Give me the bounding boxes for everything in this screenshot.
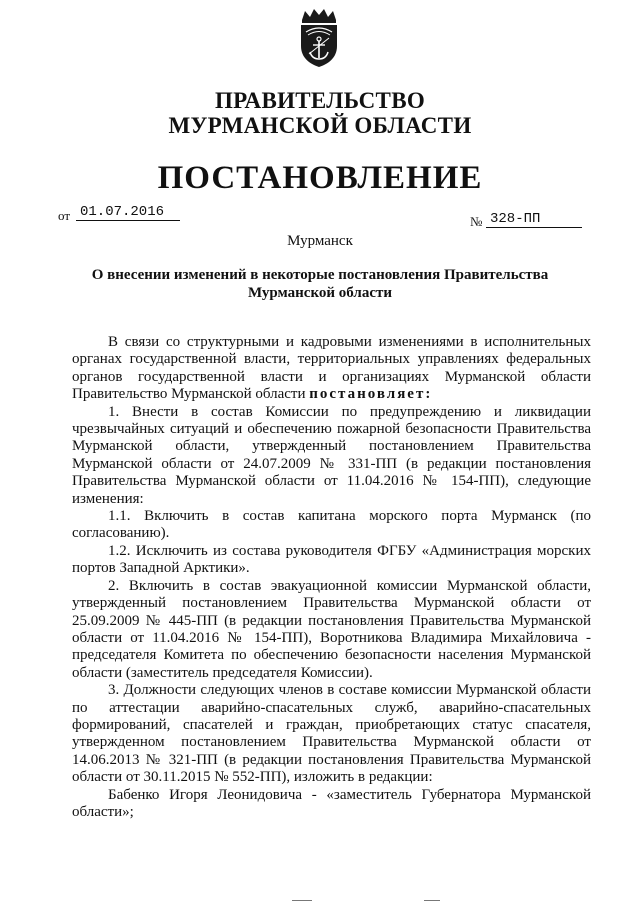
- date-label: от: [58, 208, 71, 223]
- paragraph-item-3: 3. Должности следующих членов в составе комиссии Мурманской области по аттестации аварийно-спасательных служб, аварийно-спасательных формирований, спасателей и граждан, приобретающих статус спасателя, утвержденном постановлением Правительства Мурманской области от 14.06.2013 № 321-ПП (в редакции постановления Правительства Мурманской области от 30.11.2015 № 552-ПП), изложить в редакции:: [72, 682, 591, 786]
- document-date: 01.07.2016: [76, 204, 180, 221]
- paragraph-preamble: [72, 334, 591, 404]
- subject-line2: Мурманской области: [247, 285, 393, 301]
- document-type-heading: ПОСТАНОВЛЕНИЕ: [157, 160, 483, 196]
- paragraph-item-1: 1. Внести в состав Комиссии по предупреждению и ликвидации чрезвычайных ситуаций и обеспечению пожарной безопасности Правительства Мурманской области, утвержденный постановлением Правительства Мурманской области от 24.07.2009 № 331-ПП (в редакции постановления Правительства Мурманской области от 11.04.2016 № 154-ПП), следующие изменения:: [72, 403, 591, 507]
- government-title-line2: МУРМАНСКОЙ ОБЛАСТИ: [168, 113, 472, 138]
- city-name: Мурманск: [287, 233, 353, 249]
- paragraph-item-1-1: 1.1. Включить в состав капитана морского порта Мурманск (по согласованию).: [72, 508, 591, 542]
- preamble-text: В связи со структурными и кадровыми изменениями в исполнительных органах государственной власти, территориальных управлениях федеральных органов государственной власти и организациях Мурманской области Правительство Мурманской области: [72, 334, 591, 403]
- number-label: №: [470, 214, 483, 229]
- paragraph-item-2: 2. Включить в состав эвакуационной комиссии Мурманской области, утвержденный постановлением Правительства Мурманской области от 25.09.2009 № 445-ПП (в редакции постановления Правительства Мурманской области от 11.04.2016 № 154-ПП), Воротникова Владимира Михайловича - председателя Комитета по обеспечению безопасности населения Мурманской области (заместитель председателя Комиссии).: [72, 577, 591, 681]
- coat-of-arms-emblem: [296, 8, 342, 68]
- government-title-line1: ПРАВИТЕЛЬСТВО: [214, 88, 426, 113]
- resolves-keyword: постановляет:: [309, 386, 433, 403]
- paragraph-babenko: Бабенко Игоря Леонидовича - «заместитель Губернатора Мурманской области»;: [72, 786, 591, 820]
- paragraph-item-1-2: 1.2. Исключить из состава руководителя ФГБУ «Администрация морских портов Западной Арктики».: [72, 542, 591, 577]
- document-subject: [60, 266, 580, 302]
- page-edge-mark: [292, 900, 312, 901]
- document-number: 328-ПП: [486, 211, 582, 228]
- page-edge-mark: [424, 900, 440, 901]
- document-body: [72, 334, 591, 821]
- subject-line1: О внесении изменений в некоторые постановления Правительства: [91, 267, 549, 283]
